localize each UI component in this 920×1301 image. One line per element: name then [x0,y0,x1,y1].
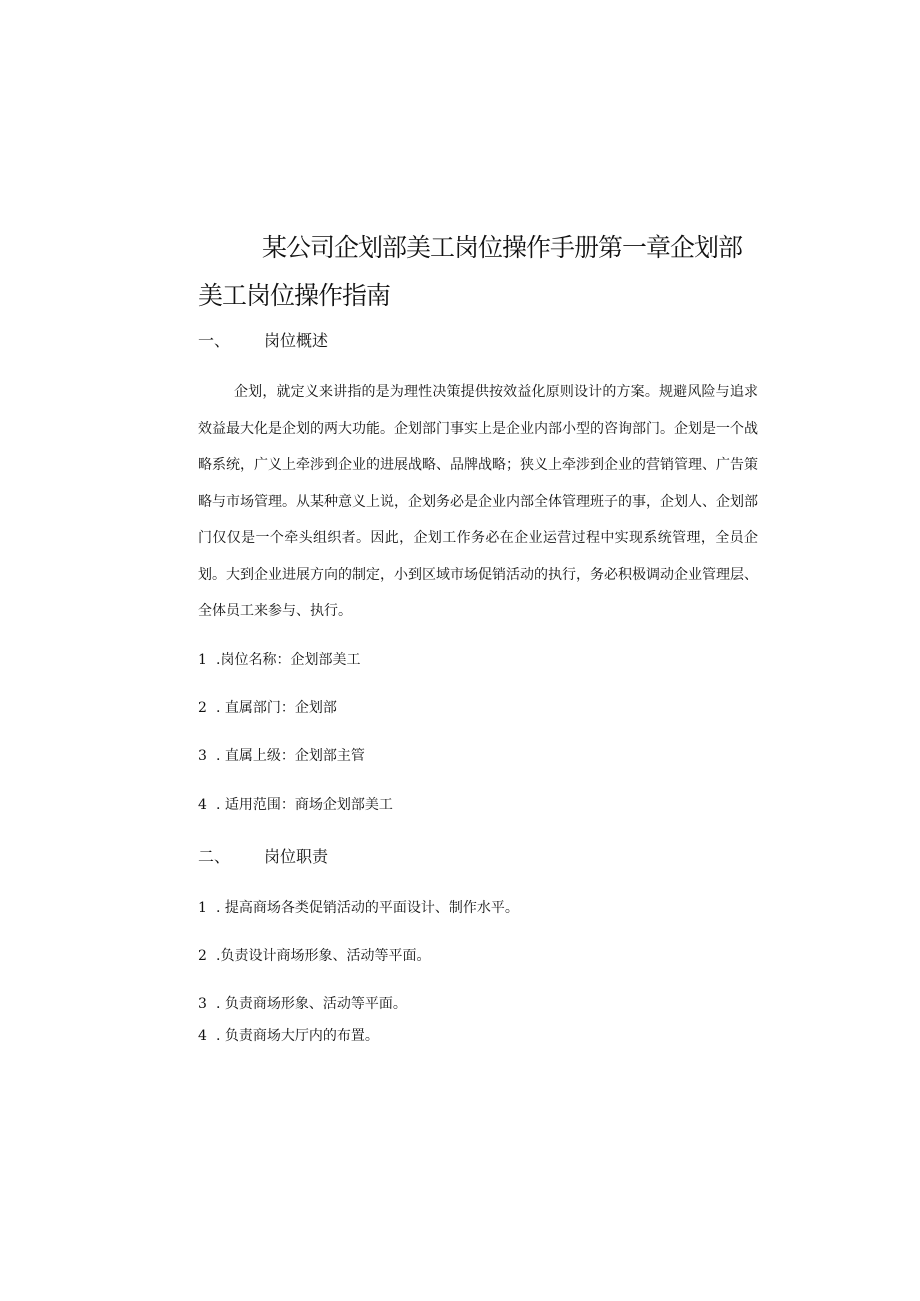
list-item-text: . 负责商场大厅内的布置。 [216,1028,379,1044]
section-number: 二、 [198,847,231,866]
title-line-2: 美工岗位操作指南 [198,281,391,310]
list-item-index: 1 [198,652,207,668]
list-item [198,698,337,718]
list-item [198,994,407,1014]
list-item-index: 3 [198,996,207,1012]
section-title: 岗位概述 [264,331,329,350]
list-item-text: .岗位名称：企划部美工 [216,652,361,668]
section-heading-duties [198,846,328,868]
list-item-index: 1 [198,900,207,916]
list-item [198,898,519,918]
list-item-index: 4 [198,1028,207,1044]
list-item-text: . 直属上级：企划部主管 [216,748,365,764]
list-item [198,650,360,670]
section-heading-overview [198,330,328,352]
list-item [198,946,430,966]
list-item [198,795,393,815]
list-item-text: . 负责商场形象、活动等平面。 [216,996,407,1012]
title-line-1: 某公司企划部美工岗位操作手册第一章企划部 [262,233,743,262]
list-item-text: .负责设计商场形象、活动等平面。 [216,948,431,964]
document-title [198,224,758,320]
list-item-index: 2 [198,700,207,716]
list-item-text: . 直属部门：企划部 [216,700,337,716]
list-item-text: . 适用范围：商场企划部美工 [216,797,393,813]
list-item-index: 4 [198,797,207,813]
section-number: 一、 [198,331,231,350]
overview-paragraph: 企划，就定义来讲指的是为理性决策提供按效益化原则设计的方案。规避风险与追求效益最大化是企划的两大功能。企划部门事实上是企业内部小型的咨询部门。企划是一个战略系统，广义上牵涉到企业的进展战略、品牌战略；狭义上牵涉到企业的营销管理、广告策略与市场管理。从某种意义上说，企划务必是企业内部全体管理班子的事，企划人、企划部门仅仅是一个牵头组织者。因此，企划工作务必在企业运营过程中实现系统管理，全员企划。大到企业进展方向的制定，小到区域市场促销活动的执行，务必积极调动企业管理层、全体员工来参与、执行。 [198,384,758,619]
list-item [198,746,365,766]
list-item-text: . 提高商场各类促销活动的平面设计、制作水平。 [216,900,519,916]
list-item [198,1026,379,1046]
list-item-index: 3 [198,748,207,764]
section-title: 岗位职责 [264,847,329,866]
list-item-index: 2 [198,948,207,964]
